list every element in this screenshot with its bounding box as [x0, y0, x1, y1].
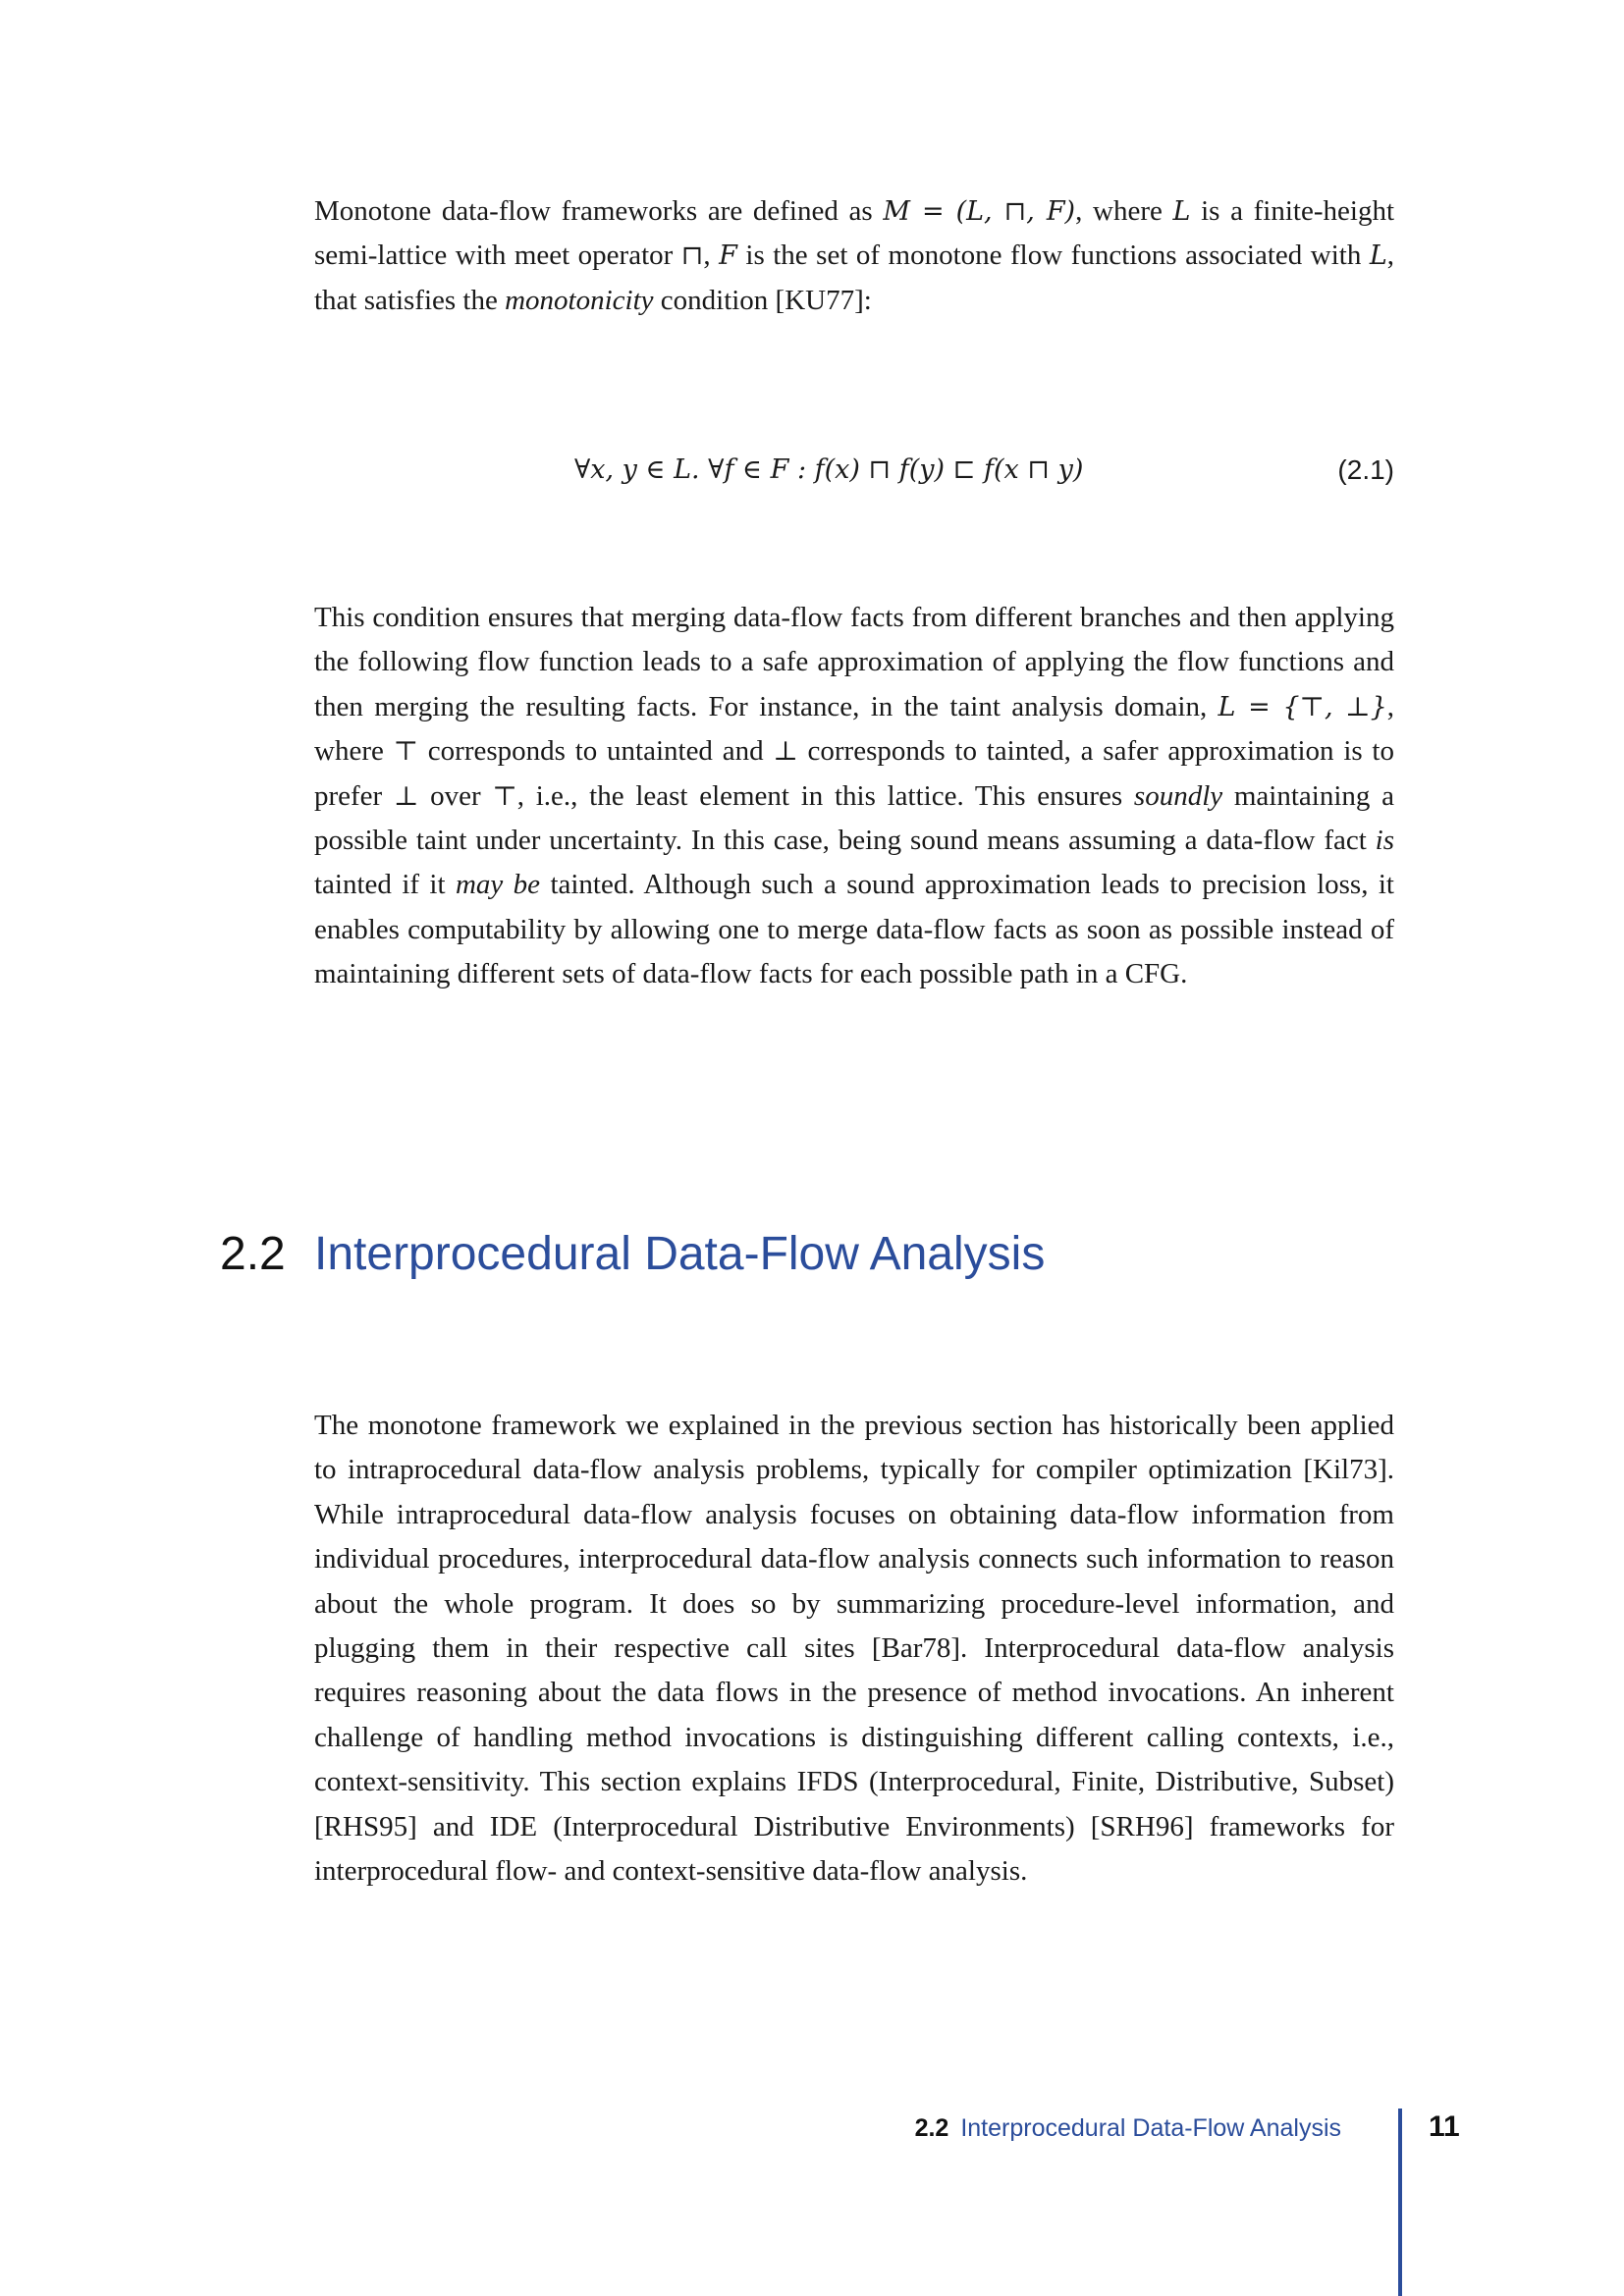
section-heading	[220, 1225, 1045, 1284]
math-top: ⊤	[393, 736, 419, 768]
paragraph-monotone-frameworks: Monotone data-flow frameworks are defined as M = (L, ⊓, F), where L is a finite-height semi-lattice with meet operator ⊓, F is the set of monotone flow functions associated with L, that satisfies the monotonicity condition [KU77]:	[314, 195, 1394, 316]
footer-section-title: Interprocedural Data-Flow Analysis	[960, 2114, 1341, 2142]
emphasis-may-be: may be	[455, 869, 541, 901]
math-bottom: ⊥	[393, 780, 419, 812]
paragraph-interprocedural: The monotone framework we explained in the previous section has historically been applied to intraprocedural data-flow analysis problems, typically for compiler optimization [Kil73]. While intraprocedural data-flow analysis focuses on obtaining data-flow information from individual procedures, interprocedural data-flow analysis connects such information to reason about the whole program. It does so by summarizing procedure-level information, and plugging them in their respective call sites [Bar78]. Interprocedural data-flow analysis requires reasoning about the data flows in the presence of method invocations. An inherent challenge of handling method invocations is distinguishing different calling contexts, i.e., context-sensitivity. This section explains IFDS (Interprocedural, Finite, Distributive, Subset) [RHS95] and IDE (Interprocedural Distributive Environments) [SRH96] frameworks for interprocedural flow- and context-sensitive data-flow analysis.	[314, 1410, 1394, 1888]
math-L: L	[1369, 240, 1387, 272]
equation-number: (2.1)	[1337, 454, 1394, 485]
paragraph-monotonicity-condition: This condition ensures that merging data-flow facts from different branches and then applying the following flow function leads to a safe approximation of applying the flow functions and then merging the resulting facts. For instance, in the taint analysis domain, L = {⊤, ⊥}, where ⊤ corresponds to untainted and ⊥ corresponds to tainted, a safer approximation is to prefer ⊥ over ⊤, i.e., the least element in this lattice. This ensures soundly maintaining a possible taint under uncertainty. In this case, being sound means assuming a data-flow fact is tainted if it may be tainted. Although such a sound approximation leads to precision loss, it enables computability by allowing one to merge data-flow facts as soon as possible instead of maintaining different sets of data-flow facts for each possible path in a CFG.	[314, 602, 1395, 990]
math-lattice: L = {⊤, ⊥}	[1218, 691, 1387, 722]
section-number: 2.2	[220, 1228, 286, 1280]
emphasis-is: is	[1375, 825, 1394, 857]
math-framework-def: M = (L, ⊓, F)	[883, 196, 1076, 227]
equation-2-1	[314, 448, 1394, 493]
section-title: Interprocedural Data-Flow Analysis	[314, 1228, 1046, 1280]
math-bottom: ⊥	[773, 736, 798, 768]
math-meet: ⊓	[680, 240, 704, 272]
page-number: 11	[1429, 2110, 1460, 2143]
footer-rule	[1398, 2109, 1402, 2296]
math-L: L	[1172, 196, 1191, 227]
emphasis-soundly: soundly	[1133, 779, 1223, 812]
math-top: ⊤	[492, 780, 517, 812]
footer-section-number: 2.2	[914, 2114, 949, 2142]
emphasis-monotonicity: monotonicity	[505, 284, 654, 316]
math-F: F	[719, 240, 737, 272]
running-footer	[915, 2111, 1341, 2145]
equation-formula: ∀x, y ∈ L. ∀f ∈ F : f(x) ⊓ f(y) ⊏ f(x ⊓ y)	[574, 454, 1084, 485]
